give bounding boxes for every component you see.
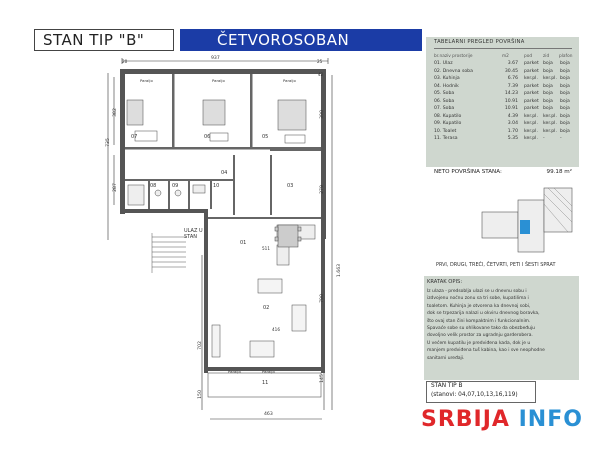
description-panel — [424, 276, 579, 380]
parapet-label-2: Paraljo — [212, 78, 225, 83]
table-row: 07. Soba 10.91 parket boja boja — [434, 106, 570, 111]
description-line: dok se trpezarija nalazi u okviru dnevnog boravka, — [427, 311, 540, 317]
entrance-label: ULAZ U STAN — [184, 228, 203, 240]
net-area-label: NETO POVRŠINA STANA: — [434, 169, 502, 175]
apartment-units-list: (stanovi: 04,07,10,13,16,119) — [431, 392, 518, 398]
col-header-wall: zid — [543, 54, 550, 59]
room-03-label: 03 — [287, 183, 294, 189]
description-line: sanitarni uređaji. — [427, 355, 465, 361]
apartment-type-title: STAN TIP "B" — [43, 31, 145, 49]
dim-top-937: 937 — [211, 56, 220, 61]
net-area-total — [434, 169, 572, 175]
table-row: 06. Soba 10.91 parket boja boja — [434, 98, 570, 104]
table-row: 05. Soba 14.23 parket boja boja — [434, 91, 570, 96]
dim-left-735: 735 — [105, 138, 111, 147]
description-line: manjem predviđena tuš kabina, kao i sve neophodne — [427, 348, 545, 354]
room-08-label: 08 — [150, 183, 157, 189]
description-title: KRATAK OPIS: — [427, 279, 463, 285]
description-line: toaletom. Kuhinja je otvorena ka dnevnoj sobi, — [427, 303, 531, 309]
room-07-label: 07 — [131, 134, 138, 140]
col-header-m2: m2 — [502, 54, 509, 59]
table-row: 04. Hodnik 7.39 parket boja boja — [434, 83, 570, 89]
apartment-type-title-box — [34, 29, 174, 51]
parapet-label-5: Paraljo — [262, 369, 275, 374]
dim-25: 25 — [317, 59, 323, 64]
room-06-label: 06 — [204, 134, 211, 140]
col-header-floor: pod — [524, 54, 533, 59]
room-02-label: 02 — [263, 305, 270, 311]
room-04-label: 04 — [221, 170, 228, 176]
dim-left-150: 150 — [197, 390, 203, 399]
table-row: 01. Ulaz 3.67 parket boja boja — [434, 61, 570, 66]
apartment-type-label: STAN TIP B — [431, 383, 463, 389]
parapet-label-3: Paraljo — [283, 78, 296, 83]
building-location-plan — [478, 180, 578, 260]
dim-left-702: 702 — [197, 341, 203, 350]
room-01-label: 01 — [240, 240, 247, 246]
col-header-ceiling: plafon — [559, 54, 573, 59]
dim-bottom-463: 463 — [264, 412, 273, 417]
description-line: Spavaće sobe su ohlikovane tako da obezbeđuju — [427, 326, 535, 331]
table-row: 02. Dnevna soba 30.45 parket boja boja — [434, 68, 570, 74]
room-05-label: 05 — [262, 134, 269, 140]
description-line: što ovaj stan čini kompaktnim i funkcionalnim. — [427, 318, 531, 324]
srbija-info-logo — [421, 407, 583, 432]
area-table — [426, 37, 579, 167]
description-line: Iz ulaza - predsoblja ulazi se u dnevnu sobu i — [427, 289, 527, 294]
dim-right-790: 790 — [319, 294, 325, 303]
col-header-name: br.naziv prostorije — [434, 54, 473, 59]
table-rule — [434, 48, 572, 49]
room-10-label: 10 — [213, 183, 220, 189]
room-11-label: 11 — [262, 380, 269, 386]
area-table-title: TABELARNI PREGLED POVRŠINA — [434, 39, 525, 45]
room-09-label: 09 — [172, 183, 179, 189]
dim-right-390: 390 — [319, 110, 325, 119]
parapet-label-1: Paraljo — [140, 78, 153, 83]
dim-left-287: 287 — [112, 183, 118, 192]
dim-511: 511 — [262, 246, 270, 251]
description-line: izdvojenu noćnu zonu sa tri sobe, kupatilima i — [427, 296, 529, 302]
table-row: 09. Kupatilo 3.04 ker.pl. ker.pl. boja — [434, 121, 570, 126]
dim-416: 416 — [272, 327, 280, 332]
table-row: 08. Kupatilo 4.39 ker.pl. ker.pl. boja — [434, 113, 570, 119]
dim-right-279: 279 — [319, 185, 325, 194]
table-row: 10. Toalet 1.70 ker.pl. ker.pl. boja — [434, 128, 570, 134]
dim-20: 20 — [122, 59, 128, 64]
dim-right-145: 145 — [319, 374, 325, 383]
dim-right-1663: 1.663 — [337, 263, 343, 278]
floors-label: PRVI, DRUGI, TREĆI, ČETVRTI, PETI I ŠESTI SPRAT — [436, 262, 556, 268]
net-area-value: 99.18 m² — [546, 169, 572, 175]
floor-plan-drawing — [100, 55, 343, 435]
table-row: 03. Kuhinja 6.76 ker.pl. ker.pl. boja — [434, 76, 570, 81]
room-count-title: ČETVOROSOBAN — [217, 31, 350, 49]
description-line: dovoljno velik prostor za ugradnju garderobera. — [427, 333, 533, 339]
description-line: U većem kupatilu je predviđena kada, dok je u — [427, 340, 531, 346]
room-count-title-box — [180, 29, 422, 51]
dim-42: 42 — [318, 72, 324, 77]
dim-left-382: 382 — [112, 108, 118, 117]
table-row: 11. Terasa 5.35 ker.pl. - - — [434, 136, 562, 141]
parapet-label-4: Paraljo — [228, 369, 241, 374]
logo-part-info: INFO — [518, 407, 583, 432]
logo-part-srbija: SRBIJA — [421, 407, 510, 432]
